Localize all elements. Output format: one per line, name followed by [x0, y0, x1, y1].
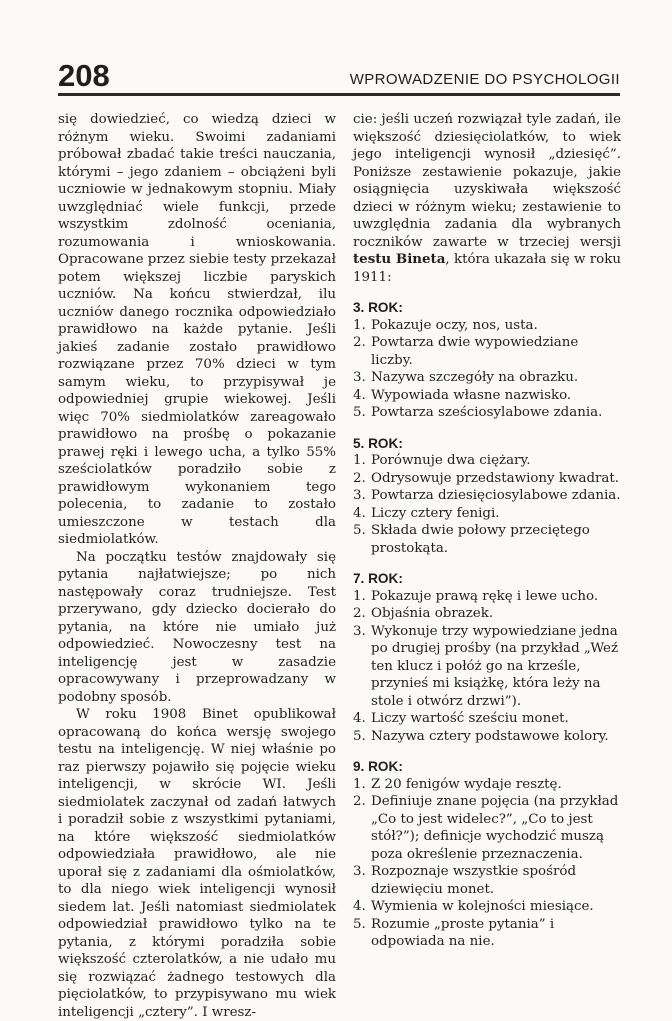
- list-item: [353, 793, 621, 863]
- task-list: [353, 776, 621, 951]
- item-text: Pokazuje prawą rękę i lewe ucho.: [371, 588, 599, 604]
- item-text: Rozpoznaje wszystkie spośród dziewięciu monet.: [371, 864, 577, 897]
- item-number: 2.: [353, 335, 366, 350]
- item-number: 3.: [353, 864, 366, 879]
- item-text: Wykonuje trzy wypowiedziane jedna po drugiej prośby (na przykład „Weź ten klucz i połóż go na krześle, przynieś mi książkę, która leży na stole i otwórz drzwi”).: [371, 623, 619, 709]
- list-item: [353, 623, 621, 711]
- item-text: Nazywa cztery podstawowe kolory.: [371, 728, 609, 744]
- item-text: Powtarza sześciosylabowe zdania.: [371, 405, 603, 420]
- item-text: Z 20 fenigów wydaje resztę.: [371, 776, 562, 792]
- item-text: Powtarza dwie wypowiedziane liczby.: [371, 335, 579, 368]
- list-item: [353, 452, 621, 470]
- item-number: 4.: [353, 505, 366, 521]
- header-rule: [58, 93, 620, 96]
- item-number: 4.: [353, 899, 366, 914]
- item-number: 1.: [353, 588, 366, 604]
- age-section-5: [353, 435, 621, 558]
- list-item: [353, 898, 621, 916]
- list-item: [353, 387, 621, 405]
- list-item: [353, 317, 621, 335]
- task-list: [353, 452, 621, 557]
- list-item: [353, 605, 621, 623]
- section-title: 7. ROK:: [353, 571, 403, 586]
- section-title: 9. ROK:: [353, 759, 403, 774]
- paragraph: W roku 1908 Binet opublikował opracowaną do końca wersję swojego testu na inteligencję. W niej właśnie po raz pierwszy pojawiło się pojęcie wieku inteligencji, w skrócie WI. Jeśli siedmiolatek zaczynał od zadań łatwych i poradził sobie z wszystkimi pytaniami, na które większość siedmiolatków odpowiedziała prawidłowo, ale nie uporał się z zadaniami dla ośmiolatków, to dla niego wiek inteligencji wynosił siedem lat. Jeśli natomiast siedmiolatek odpowiedział prawidłowo tylko na te pytania, z którymi poradziła sobie większość czterolatków, a nie udało mu się rozwiązać żadnego testowych dla pięciolatków, to przypisywano mu wiek inteligencji „cztery”. I wresz-: [58, 707, 336, 1020]
- right-column: [353, 111, 621, 951]
- list-item: [353, 369, 621, 387]
- item-text: Porównuje dwa ciężary.: [371, 453, 531, 468]
- item-number: 3.: [353, 370, 366, 385]
- item-text: Odrysowuje przedstawiony kwadrat.: [371, 470, 620, 486]
- item-number: 5.: [353, 728, 366, 744]
- item-number: 5.: [353, 405, 366, 420]
- task-list: [353, 317, 621, 422]
- item-text: Wymienia w kolejności miesiące.: [371, 899, 594, 914]
- item-number: 3.: [353, 623, 366, 639]
- item-text: Liczy wartość sześciu monet.: [371, 711, 569, 726]
- item-text: Powtarza dziesięciosylabowe zdania.: [371, 488, 621, 503]
- list-item: [353, 522, 621, 557]
- item-number: 4.: [353, 387, 366, 403]
- section-title: 3. ROK:: [353, 300, 403, 315]
- item-number: 5.: [353, 523, 366, 538]
- age-section-3: [353, 299, 621, 422]
- intro-text-end: , która ukazała się w roku 1911:: [353, 252, 621, 285]
- intro-text: cie: jeśli uczeń rozwiązał tyle zadań, ile większość dziesięciolatków, to wiek jego inteligencji wynosił „dziesięć”. Poniższe zestawienie pokazuje, jakie osiągnięcia uzyskiwała większość dzieci w różnym wieku; zestawienie to uwzględnia zadania dla wybranych roczników zawarte w trzeciej wersji: [353, 112, 621, 250]
- intro-paragraph: [353, 111, 621, 286]
- item-text: Pokazuje oczy, nos, usta.: [371, 317, 538, 333]
- list-item: [353, 487, 621, 505]
- binet-test-term: testu Bineta: [353, 251, 446, 267]
- list-item: [353, 470, 621, 488]
- list-item: [353, 863, 621, 898]
- list-item: [353, 728, 621, 746]
- age-section-7: [353, 570, 621, 745]
- item-number: 2.: [353, 606, 366, 621]
- list-item: [353, 776, 621, 794]
- item-text: Nazywa szczegóły na obrazku.: [371, 370, 579, 385]
- list-item: [353, 334, 621, 369]
- item-number: 1.: [353, 317, 366, 333]
- age-section-9: [353, 758, 621, 951]
- paragraph: się dowiedzieć, co wiedzą dzieci w różnym wieku. Swoimi zadaniami próbował zbadać takie treści nauczania, którymi – jego zdaniem – obciążeni byli uczniowie w jednakowym stopniu. Miały uwzględniać wiele funkcji, przede wszystkim zdolność oceniania, rozumowania i wnioskowania. Opracowane przez siebie testy przekazał potem większej liczbie paryskich uczniów. Na końcu stwierdzał, ilu uczniów danego rocznika odpowiedziało prawidłowo na każde pytanie. Jeśli jakieś zadanie zostało prawidłowo rozwiązane przez 70% dzieci w tym samym wieku, to przypisywał je odpowiedniej grupie wiekowej. Jeśli więc 70% siedmiolatków zareagowało prawidłowo na prośbę o pokazanie prawej ręki i lewego ucha, a tylko 55% sześciolatków poradziło sobie z prawidłowym wykonaniem tego polecenia, to zadanie to zostało umieszczone w testach dla siedmiolatków.: [58, 112, 336, 547]
- item-number: 1.: [353, 776, 366, 792]
- left-column: [58, 111, 336, 1021]
- page-number: 208: [58, 58, 110, 93]
- list-item: [353, 916, 621, 951]
- item-text: Objaśnia obrazek.: [371, 606, 494, 621]
- item-number: 5.: [353, 916, 366, 932]
- item-number: 2.: [353, 470, 366, 486]
- item-number: 1.: [353, 453, 366, 468]
- task-list: [353, 588, 621, 746]
- item-text: Definiuje znane pojęcia (na przykład „Co to jest widelec?”, „Co to jest stół?”); definicje wychodzić muszą poza określenie przeznaczenia.: [371, 794, 619, 862]
- item-text: Wypowiada własne nazwisko.: [371, 387, 572, 403]
- list-item: [353, 505, 621, 523]
- item-text: Liczy cztery fenigi.: [371, 505, 500, 521]
- list-item: [353, 588, 621, 606]
- item-text: Rozumie „proste pytania” i odpowiada na nie.: [371, 916, 555, 949]
- item-number: 3.: [353, 488, 366, 503]
- item-text: Składa dwie połowy przeciętego prostokąta.: [371, 523, 590, 556]
- list-item: [353, 710, 621, 728]
- section-title: 5. ROK:: [353, 435, 403, 451]
- item-number: 2.: [353, 794, 366, 809]
- paragraph: Na początku testów znajdowały się pytania najłatwiejsze; po nich następowały coraz trudniejsze. Test przerywano, gdy dziecko docierało do pytania, na które nie umiało już odpowiedzieć. Nowoczesny test na inteligencję jest w zasadzie opracowywany i przeprowadzany w podobny sposób.: [58, 549, 336, 705]
- list-item: [353, 404, 621, 422]
- item-number: 4.: [353, 711, 366, 726]
- running-head: WPROWADZENIE DO PSYCHOLOGII: [349, 71, 620, 88]
